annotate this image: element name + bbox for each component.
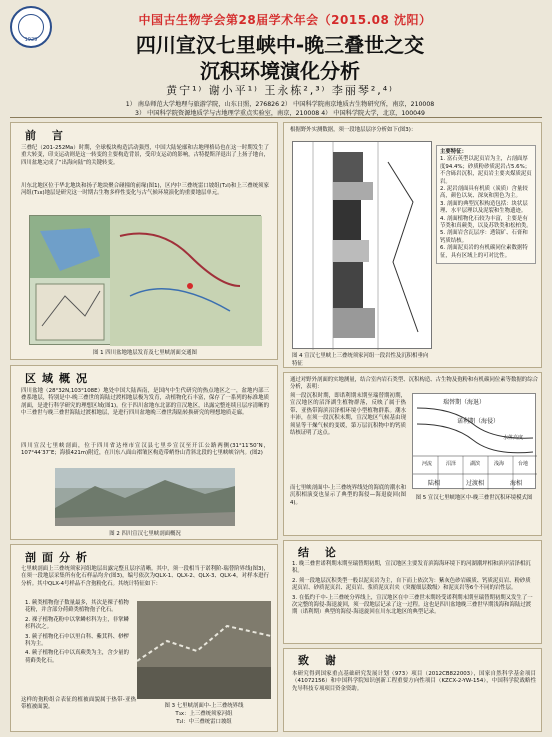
environment-panel [283,372,542,536]
conclusion-list [292,561,536,617]
profile-finding: 3. 蕨子植物化石中以里白科、紫萁科、桫椤科为主。 [25,633,129,648]
diagram-zone: 海相 [509,480,522,487]
diagram-zone: 过渡相 [465,480,484,487]
diagram-label-regression: 瑞替期（海退） [443,399,486,406]
diagram-cell: 湖滨 [469,461,480,467]
diagram-cell: 沼泽 [445,461,456,467]
diagram-cell: 浅海 [493,461,504,467]
conference-title: 中国古生物学会第28届学术年会（2015.08 沈阳） [138,13,432,27]
environment-paragraph-3: 而七里峡剖面中-上三叠统界线处的海底的潮水和沉积相演变也显示了典型的海侵—海退旋回(图4)。 [290,485,406,506]
diagram-cell: 台地 [517,461,528,467]
column-note: 2. 泥岩剖面具有机质（炭质）含量较高，颜色以灰、深灰和黑色为主。 [440,186,528,200]
profile-paragraph-1: 七里峡剖面上三叠统须家河组地层出露完整且层序清晰。其中，须一段相当于诺利阶-瑞替阶界线(图3)，在须一段地层采集所有化石样品均介(图3)，编号依次为QLX-1、QLX-2、QLX-3、QLX-4，对样本进行分析。其中QLX-4号样品不含孢粉化石。其统计特征如下： [21,566,269,587]
preface-panel [10,122,278,360]
figure-1-map [29,215,261,345]
overview-heading: 区域概况 [25,372,93,385]
conclusion-item: 1. 晚三叠世诺利期末期至瑞替期初期，宣汉地区主要发育滨海海环境下的河湖潮坪相和滨岸沼泽相沉积。 [292,561,531,575]
acknowledgement-heading: 致 谢 [298,654,342,667]
poster-title-line1: 四川宣汉七里峡中-晚三叠世之交 [135,33,425,57]
authors: 黄宁¹⁾ 谢小平¹⁾ 王永栋²,³⁾ 李丽琴²,⁴⁾ [166,84,394,97]
column-note: 4. 剖面植物化石较为丰富，主要是有节类和真蕨类，以及苏铁类和松柏类。 [440,215,532,230]
column-note: 5. 剖面岩含瓦层序：透镜矿、石膏和钙质结核。 [440,230,528,244]
figure-5-diagram [412,393,536,489]
figure-4-column [292,141,432,349]
acknowledgement-text: 本研究得到国家重点基础研究发展计划（973）项目（2012CB822003），国家自然科学基金项目（41072156）和中国科学院知识创新工程重要方向性项目（KZCX-2-YW-154），中国科学院战略性先导科技专项项目资金资助。 [292,671,536,692]
environment-paragraph-1: 通过对野外剖面的实地测量，结合室内岩石类型、沉积构造、古生物及孢粉和有机碳同位素等数据的综合分析，表明： [290,377,538,391]
preface-paragraph-1: 三叠纪（201-252Ma）时期，全球板块构造活动强烈，中国大陆轮廓和古地理格局也在这一时期发生了重大转变，印支运动则是这一转变的主要构造背景，受印支运动的影响，古特提斯洋退出了上扬子地台，四川盆地完成了“出海向陆”的关键转变。 [21,145,269,166]
diagram-zone: 陆相 [427,480,440,487]
diagram-curves [413,394,537,490]
overview-panel [10,365,278,540]
conclusion-item: 2. 须一段地层沉积类型一般以泥页岩为主，自下而上依次为：紫灰色砂岩碳质、钙质泥页岩、粉砂质泥页岩、砂质泥页岩、泥页岩、浆质泥页岩夹（突覆细层数级）和泥页岩等6个不同的岩性层。 [292,577,531,592]
acknowledgement-panel [283,648,542,732]
diagram-label-water: 水体高度 [503,435,524,441]
figure-4-caption: 图 4 宣汉七里峡上三叠统须家河组一段岩性及沉积相垂向特征 [292,353,429,367]
profile-paragraph-2: 这样的孢粉组合表征的植被面貌属于热带-亚热带植被面貌。 [21,697,136,711]
society-logo [10,6,52,48]
outcrop-photo [55,468,235,526]
column-note: 6. 剖面泥页岩的有机碳同位素数据特征，具有区域上的可对比性。 [440,245,528,259]
figure-3-legend-1: T₃x：上三叠统须家河组 [175,711,233,717]
diagram-zones [415,478,535,487]
figure-3-caption: 图 3 七里峡剖面中-上三叠统界线 [164,703,244,709]
overview-paragraph-2: 四川宣汉七里峡剖面，位于四川省达州市宣汉县七里乡宣汉至开江公路两侧(31°11′50″N，107°44′37″E；海拔421m)附近，在川东八面山褶皱区构造带峭脊山背斜北段的七里峡峡谷内。(图2) [21,443,269,457]
profile-heading: 剖面分析 [25,551,93,564]
figure-2-photo [55,468,235,526]
profile-finding: 4. 蕨子植物化石中以真蕨类为主，含少量的荷藓类化石。 [25,650,129,664]
poster-title-line2: 沉积环境演化分析 [200,59,360,83]
diagram-cells [415,460,535,467]
figure-5-caption: 图 5 宣汉七里峡地区中-晚三叠世沉积环境模式图 [415,495,533,501]
figure-1-caption: 图 1 四川盆地地层发育及七里峡剖面交通图 [93,350,197,356]
preface-paragraph-2: 川东北地区位于华北地块和扬子地块聚合碰撞的前缘(图1)，区内中三叠统雷口坡组(T₂l)和上三叠统须家河组(T₃x)地层是研究这一时期古生物多样性变化与古气候环境演化的重要地层单元。 [21,183,269,197]
conclusion-heading: 结 论 [298,546,342,559]
map-illustration [30,216,262,346]
boundary-photo [137,601,271,699]
figure-2-caption: 图 2 四川宣汉七里峡剖面概况 [109,531,181,537]
diagram-label-transgression: 诺利期（海侵） [457,418,500,425]
figure-3-legend-2: T₂l：中三叠统雷口坡组 [176,719,232,725]
profile-findings-list [25,600,131,667]
column-notes [436,145,536,264]
overview-paragraph-1: 四川盆地（28°32N,103°108E）地处中国大陆西南，是国内中生代研究的热点地区之一，盆地内部三叠系地层，特别是中-晚三叠世的海陆过渡相地层极为发育，动植物化石丰富，保存了一系列的标准地质剖面，是进行科学研究的理想区域(图1)。位于四川盆地东北部的宣汉地区，出露完整连续且层序清晰的中三叠世与晚三叠世海陆过渡相地层，是进行四川盆地晚三叠世海陆转换研究的理想地质走廊。 [21,388,269,417]
profile-finding: 1. 蕨类植物孢子数量最多，其次是裸子植物花粉，并含部分荷藓类植物孢子化石。 [25,600,129,614]
strat-column [293,142,433,350]
affiliation-line1: 1） 南阜师范大学地理与旅游学院，山东日照，276826 2） 中国科学院南京地质古生物研究所，南京，210008 [125,101,435,108]
diagram-cell: 河流 [421,461,432,467]
environment-paragraph-2: 须一段沉积时期，即诺利期末期至瑞替期初期，宣汉地区的沼泽湖生植物群落，反映了属于热带、亚热带海滨沼泽相环境小型植物群系。潮水丰沛，在须一段沉积末期，宣汉地区气候基由现须显等干燥气候的变缓，第万层沉积物中的钙质结核证明了这点。 [290,393,406,437]
profile-panel [10,544,278,732]
preface-heading: 前 言 [25,129,69,142]
column-notes-title: 主要特征： [440,149,467,155]
column-intro: 根据野外实测数据，须一段地层层序分析如下(图3)： [290,127,417,133]
column-note: 3. 剖面的典型沉积构造包括：块状层理、水平层理以及泥裂和生物遗迹。 [440,200,528,215]
column-note: 1. 富石英型以泥页岩为主，占剖面厚度94.4%；砂质粉砂质泥岩占5.6%；不含砾岩沉积，泥页岩主要夹煤质泥页岩。 [440,156,532,185]
profile-finding: 2. 裸子植物花粉中以掌鳞杉科为主，非掌鳞杉科次之。 [25,616,129,631]
column-panel [283,122,542,368]
figure-3-photo [137,601,271,699]
header-divider [10,117,542,118]
logo-year: 1929 [24,37,38,43]
conclusion-item: 3. 在低约千中-上三叠统分界线上，宣汉地区在中三叠世末期经受诺利期末期至瑞替期初期又发生了一次完整的海侵-海退旋回，须一段地层记录了这一过程。这也是四川盆地晚三叠世早期浅海和海陆过渡期（诺利期）典型的海侵-海退旋回在川东北地区的典型记录。 [292,594,533,616]
conclusion-panel [283,540,542,644]
affiliation-line2: 3） 中国科学院资源地质学与古地理学重点实验室，南京，210008 4） 中国科学院大学，北京，100049 [135,110,425,117]
